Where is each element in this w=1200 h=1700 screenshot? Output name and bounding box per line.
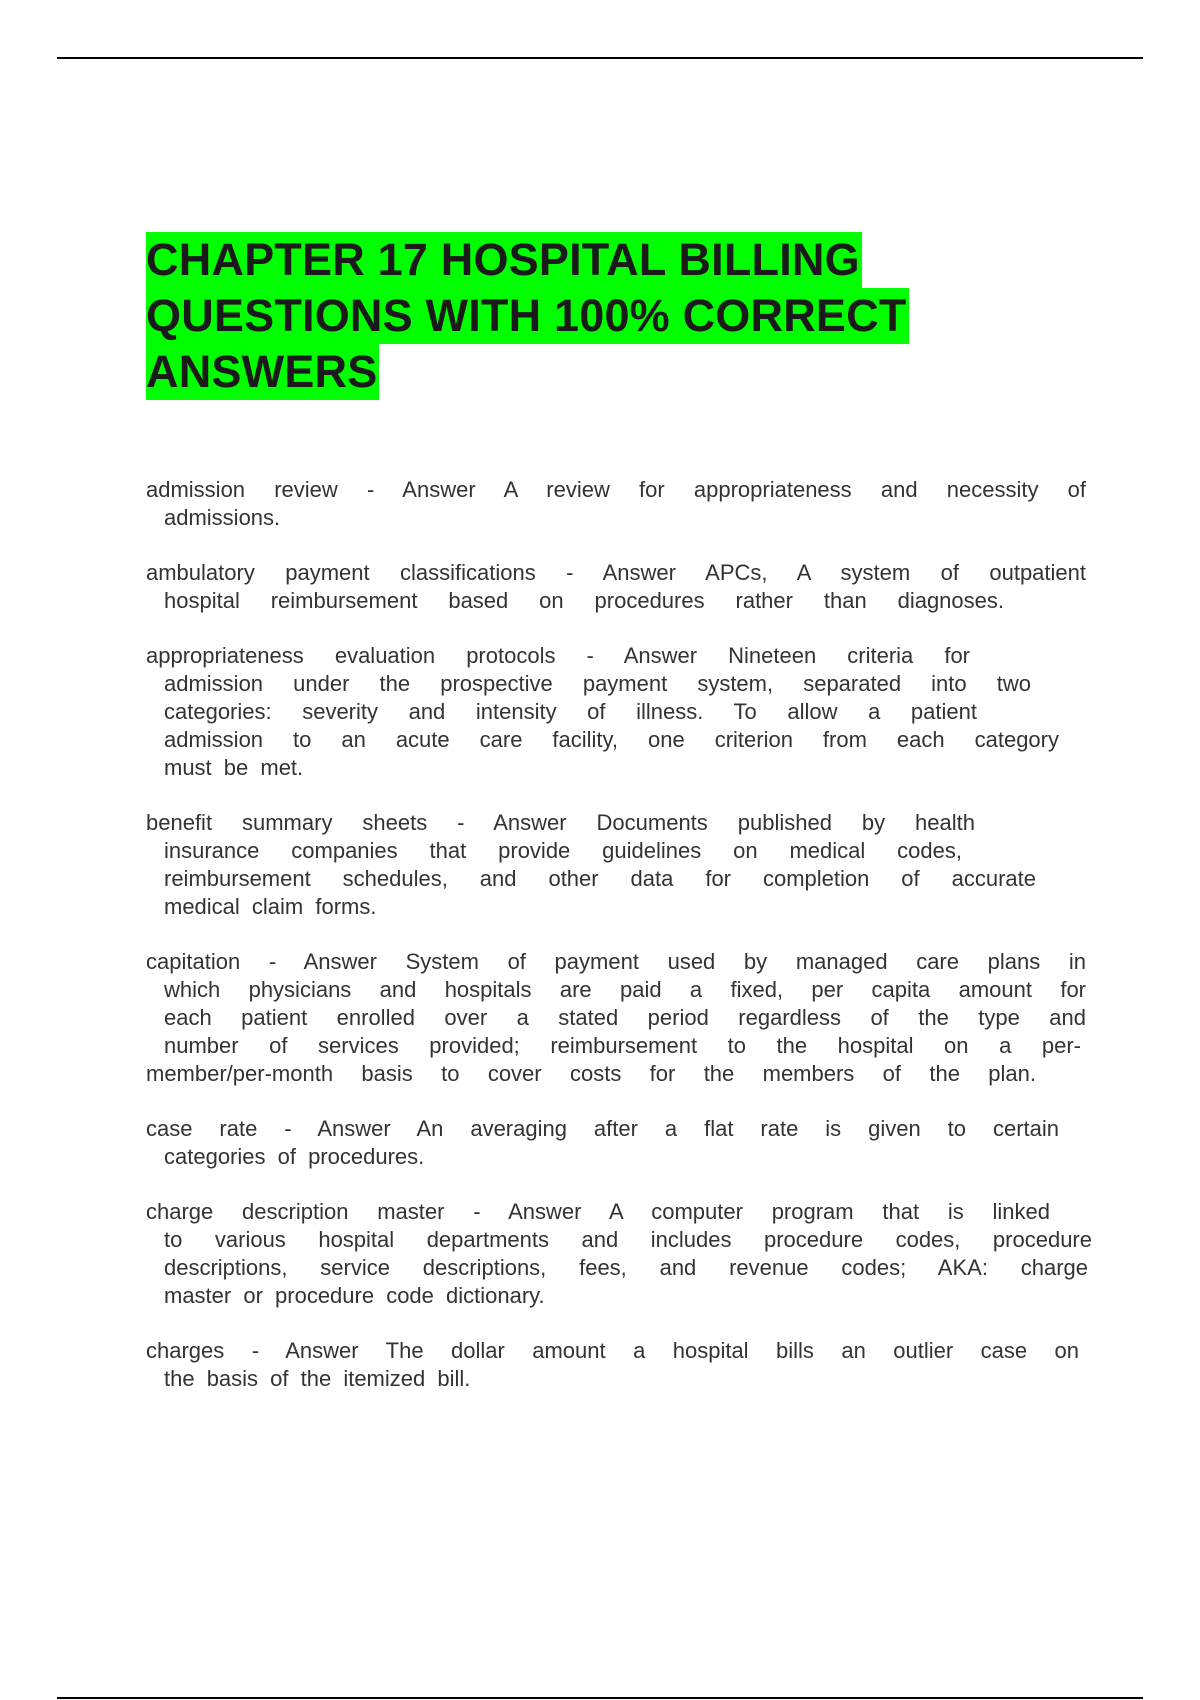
glossary-entry [146, 1337, 1086, 1393]
entry-line: which physicians and hospitals are paid a fixed, per capita amount for [164, 977, 1086, 1002]
entry-line: number of services provided; reimbursement to the hospital on a per- [164, 1033, 1081, 1058]
entry-line: charges - Answer The dollar amount a hospital bills an outlier case on [146, 1338, 1079, 1363]
entry-line: reimbursement schedules, and other data for completion of accurate [164, 866, 1036, 891]
glossary-entry [146, 1198, 1092, 1310]
glossary-entry [146, 559, 1086, 615]
title-line: QUESTIONS WITH 100% CORRECT [146, 288, 909, 344]
entry-line: ambulatory payment classifications - Answer APCs, A system of outpatient [146, 560, 1086, 585]
entry-line: descriptions, service descriptions, fees, and revenue codes; AKA: charge [164, 1255, 1088, 1280]
entry-line: hospital reimbursement based on procedures rather than diagnoses. [164, 588, 1004, 613]
entry-line: categories: severity and intensity of illness. To allow a patient [164, 699, 977, 724]
glossary-entry [146, 809, 1086, 921]
title-line: CHAPTER 17 HOSPITAL BILLING [146, 232, 862, 288]
entry-line: admissions. [164, 505, 281, 530]
entry-line: categories of procedures. [164, 1144, 425, 1169]
glossary-entry [146, 476, 1086, 532]
entry-line: must be met. [164, 755, 304, 780]
document-title [146, 232, 1146, 400]
glossary-entry [146, 948, 1086, 1088]
entry-line: benefit summary sheets - Answer Documents published by health [146, 810, 975, 835]
entry-line: admission review - Answer A review for appropriateness and necessity of [146, 477, 1086, 502]
entry-line: case rate - Answer An averaging after a flat rate is given to certain [146, 1116, 1059, 1141]
title-line: ANSWERS [146, 344, 379, 400]
entry-line: charge description master - Answer A computer program that is linked [146, 1199, 1050, 1224]
glossary-entry [146, 642, 1086, 782]
entry-line: medical claim forms. [164, 894, 377, 919]
entry-line: master or procedure code dictionary. [164, 1283, 545, 1308]
entry-line: admission to an acute care facility, one criterion from each category [164, 727, 1059, 752]
entry-line: admission under the prospective payment system, separated into two [164, 671, 1031, 696]
glossary-entries [146, 476, 1092, 1420]
entry-line: the basis of the itemized bill. [164, 1366, 471, 1391]
entry-line: each patient enrolled over a stated period regardless of the type and [164, 1005, 1086, 1030]
entry-line: insurance companies that provide guidelines on medical codes, [164, 838, 962, 863]
entry-line: to various hospital departments and includes procedure codes, procedure [164, 1227, 1092, 1252]
entry-line: appropriateness evaluation protocols - Answer Nineteen criteria for [146, 643, 970, 668]
entry-line: member/per-month basis to cover costs for the members of the plan. [146, 1061, 1036, 1086]
glossary-entry [146, 1115, 1086, 1171]
bottom-rule [57, 1697, 1143, 1699]
entry-line: capitation - Answer System of payment used by managed care plans in [146, 949, 1086, 974]
top-rule [57, 57, 1143, 59]
